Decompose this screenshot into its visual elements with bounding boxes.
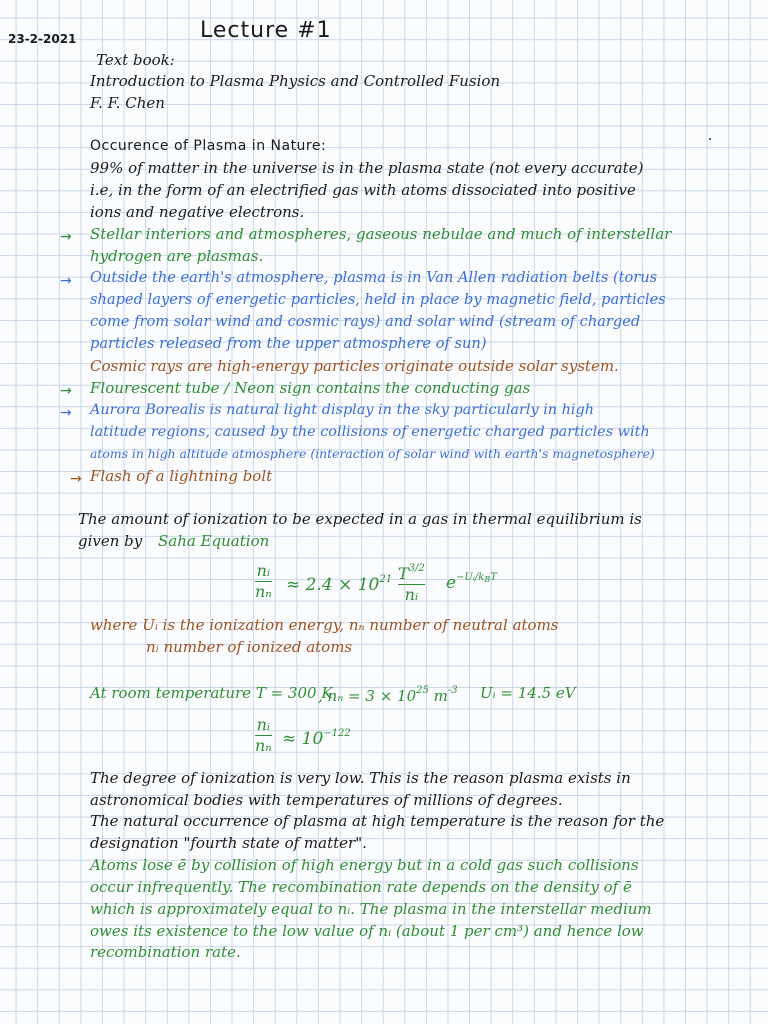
ionization-energy: Uᵢ = 14.5 eV <box>480 684 576 702</box>
nn-unit-exponent: -3 <box>447 685 458 696</box>
lecture-date: 23-2-2021 <box>8 32 77 46</box>
textbook-label: Text book: <box>96 51 175 69</box>
saha-exponential <box>446 568 497 593</box>
saha-intro-line: given by <box>78 532 143 550</box>
result-exponent: −122 <box>323 728 351 739</box>
where-line: nᵢ number of ionized atoms <box>146 638 353 656</box>
conclusion-line: astronomical bodies with temperatures of millions of degrees. <box>90 791 563 809</box>
saha-lhs-denominator: nₙ <box>255 582 272 602</box>
bullet-vanallen-line: come from solar wind and cosmic rays) and solar wind (stream of charged <box>90 313 641 330</box>
arrow-icon: → <box>60 383 72 399</box>
result-approx: ≈ 10 <box>282 729 324 749</box>
where-line: where Uᵢ is the ionization energy, nₙ number of neutral atoms <box>90 616 559 634</box>
room-temperature: At room temperature T = 300 K <box>90 684 333 702</box>
cosmic-rays-note: Cosmic rays are high-energy particles originate outside solar system. <box>90 357 619 375</box>
bullet-aurora-line: atoms in high altitude atmosphere (interaction of solar wind with earth's magnetosphere) <box>90 446 655 461</box>
result-value <box>282 724 351 749</box>
conclusion-line: designation "fourth state of matter". <box>90 834 367 852</box>
lecture-title: Lecture #1 <box>200 18 332 43</box>
saha-coefficient <box>286 570 392 595</box>
bullet-aurora-line: Aurora Borealis is natural light display in the sky particularly in high <box>90 402 594 418</box>
recombination-line: owes its existence to the low value of nᵢ (about 1 per cm³) and hence low <box>90 922 644 940</box>
saha-fraction-rhs <box>398 560 425 604</box>
arrow-icon: → <box>60 273 72 289</box>
saha-coef-exponent: 21 <box>379 574 393 585</box>
textbook-author: F. F. Chen <box>90 94 165 112</box>
conclusion-line: The natural occurrence of plasma at high temperature is the reason for the <box>90 812 665 830</box>
result-fraction <box>255 716 272 755</box>
textbook-title: Introduction to Plasma Physics and Controlled Fusion <box>90 72 501 90</box>
saha-lhs-numerator: nᵢ <box>256 561 271 580</box>
saha-fraction-lhs <box>255 562 272 601</box>
arrow-icon: → <box>70 471 82 487</box>
bullet-vanallen-line: Outside the earth's atmosphere, plasma is in Van Allen radiation belts (torus <box>90 269 658 286</box>
arrow-icon: → <box>60 229 72 245</box>
saha-e-exponent-sub: B <box>484 575 491 584</box>
nn-unit: m <box>433 687 448 705</box>
saha-rhs-numerator <box>398 560 425 583</box>
saha-equation-name: Saha Equation <box>158 532 270 550</box>
bullet-neon: Flourescent tube / Neon sign contains the conducting gas <box>90 379 531 397</box>
saha-T: T <box>398 564 409 583</box>
bullet-aurora-line: latitude regions, caused by the collisions of energetic charged particles with <box>90 424 650 440</box>
result-numerator: nᵢ <box>256 715 271 734</box>
section-heading-occurrence: Occurence of Plasma in Nature: <box>90 138 327 154</box>
saha-intro-line: The amount of ionization to be expected in a gas in thermal equilibrium is <box>78 510 642 528</box>
bullet-stellar-line: hydrogen are plasmas. <box>90 247 264 265</box>
intro-line: ions and negative electrons. <box>90 203 305 221</box>
recombination-line: occur infrequently. The recombination rate depends on the density of ē <box>90 878 632 896</box>
recombination-line: recombination rate. <box>90 943 241 961</box>
nn-exponent: 25 <box>416 685 429 696</box>
saha-T-exponent: 3/2 <box>408 563 425 574</box>
saha-e-exponent: −Uᵢ/k <box>456 572 485 583</box>
stray-dot <box>709 138 711 140</box>
bullet-stellar-line: Stellar interiors and atmospheres, gaseous nebulae and much of interstellar <box>90 225 672 243</box>
recombination-line: Atoms lose ē by collision of high energy but in a cold gas such collisions <box>90 856 639 874</box>
bullet-vanallen-line: shaped layers of energetic particles, held in place by magnetic field, particles <box>90 291 666 308</box>
intro-line: 99% of matter in the universe is in the plasma state (not every accurate) <box>90 159 644 177</box>
nn-value: , nₙ = 3 × 10 <box>318 687 417 705</box>
arrow-icon: → <box>60 405 72 421</box>
intro-line: i.e, in the form of an electrified gas with atoms dissociated into positive <box>90 181 636 199</box>
saha-e: e <box>446 573 457 593</box>
conclusion-line: The degree of ionization is very low. This is the reason plasma exists in <box>90 769 631 787</box>
recombination-line: which is approximately equal to nᵢ. The plasma in the interstellar medium <box>90 900 652 918</box>
neutral-density <box>318 681 458 706</box>
saha-e-exponent-T: T <box>490 572 497 583</box>
bullet-lightning: Flash of a lightning bolt <box>90 467 273 485</box>
saha-approx-coef: ≈ 2.4 × 10 <box>286 575 380 595</box>
result-denominator: nₙ <box>255 736 272 756</box>
bullet-vanallen-line: particles released from the upper atmosphere of sun) <box>90 335 487 352</box>
saha-rhs-denominator: nᵢ <box>404 585 419 605</box>
